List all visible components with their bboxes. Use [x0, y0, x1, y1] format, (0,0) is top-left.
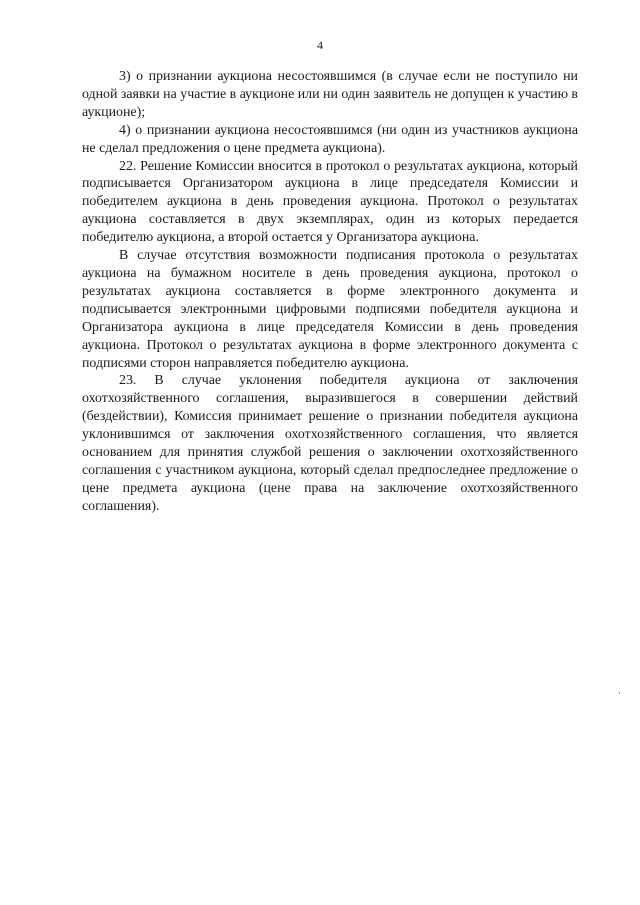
paragraph-clause-22: 22. Решение Комиссии вносится в протокол о результатах аукциона, который подписывается Организатором аукциона в лице председателя Комиссии и победителем аукциона в день проведения аукциона. Протокол о результатах аукциона составляется в двух экземплярах, один из которых передается победителю аукциона, а второй остается у Организатора аукциона. [82, 158, 578, 246]
paragraph-item-4: 4) о признании аукциона несостоявшимся (ни один из участников аукциона не сделал предложения о цене предмета аукциона). [82, 122, 578, 156]
paragraph-clause-22-continued: В случае отсутствия возможности подписания протокола о результатах аукциона на бумажном носителе в день проведения аукциона, протокол о результатах аукциона составляется в форме электронного документа и подписывается электронными цифровыми подписями победителя аукциона и Организатора аукциона в лице председателя Комиссии в день проведения аукциона. Протокол о результатах аукциона в форме электронного документа с подписями сторон направляется победителю аукциона. [82, 248, 578, 371]
document-body [82, 68, 578, 516]
page-number: 4 [317, 38, 323, 52]
paragraph-item-3: 3) о признании аукциона несостоявшимся (в случае если не поступило ни одной заявки на участие в аукционе или ни один заявитель не допущен к участию в аукционе); [82, 69, 578, 120]
scan-artifact-mark [619, 692, 620, 694]
paragraph-clause-23: 23. В случае уклонения победителя аукциона от заключения охотхозяйственного соглашения, выразившегося в совершении действий (бездействии), Комиссия принимает решение о признании победителя аукциона уклонившимся от заключения охотхозяйственного соглашения, что является основанием для принятия службой решения о заключении охотхозяйственного соглашения с участником аукциона, который сделал предпоследнее предложение о цене предмета аукциона (цене права на заключение охотхозяйственного соглашения). [82, 373, 578, 514]
